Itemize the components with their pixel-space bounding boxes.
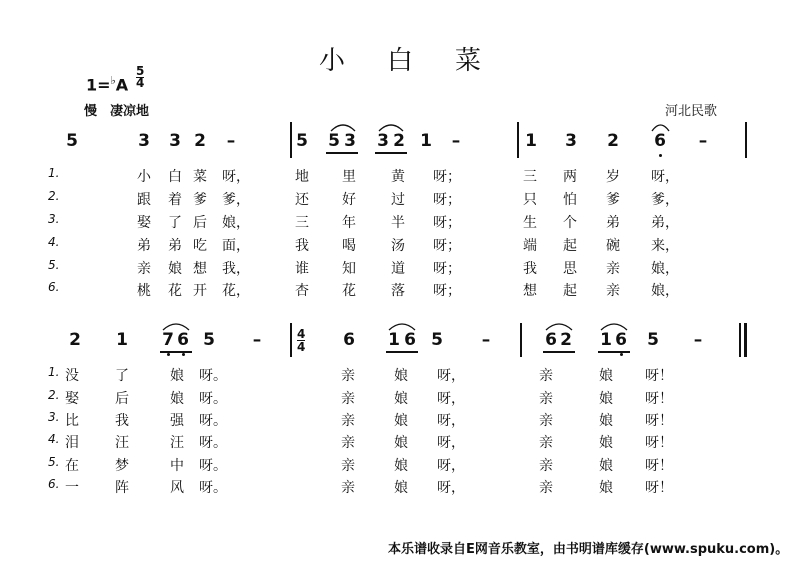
lyric-syllable: 呀！: [645, 368, 673, 384]
lyric-syllable: 起: [563, 283, 577, 299]
verse-number: 6.: [48, 280, 60, 294]
lyric-syllable: 阵: [115, 480, 129, 496]
lyric-syllable: 亲: [341, 368, 355, 384]
lyric-syllable: 爹: [193, 192, 207, 208]
lyric-syllable: 碗: [606, 238, 620, 254]
lyric-syllable: 呀。: [199, 458, 227, 474]
verse-number: 1.: [48, 365, 60, 379]
lyric-syllable: 呀；: [433, 238, 461, 254]
lyric-syllable: 后: [115, 391, 129, 407]
barline: [290, 122, 292, 158]
lyric-syllable: 弟: [606, 215, 620, 231]
lyric-syllable: 小: [137, 169, 151, 185]
note: 3: [169, 131, 181, 151]
verse-number: 1.: [48, 166, 60, 180]
lyric-syllable: 我: [115, 413, 129, 429]
lyric-syllable: 爹，: [222, 192, 250, 208]
barline: [520, 323, 522, 357]
lyric-syllable: 道: [391, 261, 405, 277]
lyric-syllable: 梦: [115, 458, 129, 474]
barline: [744, 323, 747, 357]
note: 3: [344, 131, 356, 151]
note: –: [451, 131, 461, 151]
note: –: [481, 330, 491, 350]
slur: [388, 321, 416, 331]
lyric-syllable: 亲: [539, 413, 553, 429]
slur: [330, 122, 356, 132]
verse-number: 3.: [48, 212, 60, 226]
lyric-syllable: 知: [342, 261, 356, 277]
note: 3: [138, 131, 150, 151]
lyric-syllable: 花，: [222, 283, 250, 299]
lyric-syllable: 呀。: [199, 368, 227, 384]
slur: [162, 321, 190, 331]
lyric-syllable: 怕: [563, 192, 577, 208]
lyric-syllable: 呀！: [645, 435, 673, 451]
lyric-syllable: 亲: [539, 368, 553, 384]
lyric-syllable: 好: [342, 192, 356, 208]
lyric-syllable: 亲: [539, 435, 553, 451]
lyric-syllable: 娶: [137, 215, 151, 231]
lyric-syllable: 呀；: [433, 169, 461, 185]
lyric-syllable: 生: [523, 215, 537, 231]
barline: [517, 122, 519, 158]
note: –: [252, 330, 262, 350]
note: 3: [377, 131, 389, 151]
lyric-syllable: 只: [523, 192, 537, 208]
slur: [600, 321, 628, 331]
lyric-syllable: 呀，: [437, 435, 465, 451]
time-sig-bottom: 4: [297, 340, 306, 354]
lyric-syllable: 娘: [394, 435, 408, 451]
lyric-syllable: 强: [170, 413, 184, 429]
note: 1: [420, 131, 432, 151]
lyric-syllable: 娘: [599, 480, 613, 496]
lyric-syllable: 呀！: [645, 480, 673, 496]
beam: [326, 152, 358, 154]
low-octave-dot: [167, 353, 170, 356]
lyric-syllable: 呀；: [433, 215, 461, 231]
lyric-syllable: 着: [168, 192, 182, 208]
note: 1: [388, 330, 400, 350]
lyric-syllable: 了: [115, 368, 129, 384]
lyric-syllable: 落: [391, 283, 405, 299]
lyric-syllable: 娶: [65, 391, 79, 407]
lyric-syllable: 还: [295, 192, 309, 208]
lyric-syllable: 爹: [606, 192, 620, 208]
lyric-syllable: 亲: [539, 391, 553, 407]
barline: [745, 122, 747, 158]
lyric-syllable: 亲: [341, 391, 355, 407]
lyric-syllable: 白: [168, 169, 182, 185]
beam: [386, 351, 418, 353]
lyric-syllable: 想: [523, 283, 537, 299]
verse-number: 4.: [48, 235, 60, 249]
note: 7: [162, 330, 174, 350]
note: –: [698, 131, 708, 151]
lyric-syllable: 花: [168, 283, 182, 299]
lyric-syllable: 我: [295, 238, 309, 254]
lyric-syllable: 汪: [115, 435, 129, 451]
lyric-syllable: 面，: [222, 238, 250, 254]
lyric-syllable: 呀，: [437, 458, 465, 474]
note: 6: [615, 330, 627, 350]
verse-number: 3.: [48, 410, 60, 424]
note: 6: [177, 330, 189, 350]
lyric-syllable: 两: [563, 169, 577, 185]
lyric-syllable: 呀；: [433, 261, 461, 277]
note: 2: [194, 131, 206, 151]
lyric-syllable: 呀；: [433, 283, 461, 299]
lyric-syllable: 亲: [341, 458, 355, 474]
lyric-syllable: 娘: [394, 458, 408, 474]
note: 1: [600, 330, 612, 350]
lyric-syllable: 呀，: [437, 413, 465, 429]
lyric-syllable: 谁: [295, 261, 309, 277]
lyric-syllable: 年: [342, 215, 356, 231]
lyric-syllable: 思: [563, 261, 577, 277]
note: 2: [69, 330, 81, 350]
verse-number: 2.: [48, 189, 60, 203]
lyric-syllable: 呀。: [199, 413, 227, 429]
lyric-syllable: 呀，: [437, 480, 465, 496]
lyric-syllable: 呀，: [222, 169, 250, 185]
lyric-syllable: 呀，: [437, 391, 465, 407]
lyric-syllable: 呀；: [433, 192, 461, 208]
lyric-syllable: 一: [65, 480, 79, 496]
verse-number: 5.: [48, 455, 60, 469]
slur: [378, 122, 404, 132]
lyric-syllable: 娘，: [651, 261, 679, 277]
note: 2: [393, 131, 405, 151]
lyric-syllable: 亲: [341, 435, 355, 451]
note: 5: [647, 330, 659, 350]
time-signature-change: [297, 328, 305, 353]
lyric-syllable: 呀！: [645, 458, 673, 474]
note: 5: [66, 131, 78, 151]
note: 6: [545, 330, 557, 350]
lyric-syllable: 呀。: [199, 391, 227, 407]
lyric-syllable: 娘: [599, 435, 613, 451]
tempo-marking: 慢 凄凉地: [84, 104, 150, 119]
verse-number: 2.: [48, 388, 60, 402]
lyric-syllable: 没: [65, 368, 79, 384]
lyric-syllable: 娘: [599, 391, 613, 407]
low-octave-dot: [182, 353, 185, 356]
beam: [160, 351, 192, 353]
lyric-syllable: 娘: [170, 391, 184, 407]
lyric-syllable: 呀，: [651, 169, 679, 185]
note: 6: [404, 330, 416, 350]
lyric-syllable: 亲: [606, 283, 620, 299]
lyric-syllable: 开: [193, 283, 207, 299]
note: 1: [116, 330, 128, 350]
time-signature: 5 4: [136, 64, 145, 90]
lyric-syllable: 娘: [394, 413, 408, 429]
lyric-syllable: 在: [65, 458, 79, 474]
lyric-syllable: 风: [170, 480, 184, 496]
beam: [543, 351, 575, 353]
lyric-syllable: 个: [563, 215, 577, 231]
lyric-syllable: 里: [342, 169, 356, 185]
note: 5: [296, 131, 308, 151]
key-signature: 1=♭A: [86, 74, 129, 95]
lyric-syllable: 呀。: [199, 480, 227, 496]
lyric-syllable: 弟: [168, 238, 182, 254]
lyric-syllable: 菜: [193, 169, 207, 185]
low-octave-dot: [659, 154, 662, 157]
lyric-syllable: 娘: [599, 368, 613, 384]
lyric-syllable: 爹，: [651, 192, 679, 208]
note: 5: [431, 330, 443, 350]
lyric-syllable: 我: [523, 261, 537, 277]
lyric-syllable: 娘: [394, 391, 408, 407]
lyric-syllable: 起: [563, 238, 577, 254]
note: 3: [565, 131, 577, 151]
lyric-syllable: 来，: [651, 238, 679, 254]
time-sig-top: 4: [297, 327, 306, 341]
note: –: [226, 131, 236, 151]
lyric-syllable: 地: [295, 169, 309, 185]
lyric-syllable: 呀，: [437, 368, 465, 384]
slur: [651, 122, 670, 132]
lyric-syllable: 亲: [539, 458, 553, 474]
lyric-syllable: 娘: [170, 368, 184, 384]
lyric-syllable: 亲: [137, 261, 151, 277]
note: 2: [560, 330, 572, 350]
lyric-syllable: 呀！: [645, 391, 673, 407]
low-octave-dot: [620, 353, 623, 356]
lyric-syllable: 三: [523, 169, 537, 185]
lyric-syllable: 过: [391, 192, 405, 208]
lyric-syllable: 娘: [599, 413, 613, 429]
note: 6: [343, 330, 355, 350]
lyric-syllable: 杏: [295, 283, 309, 299]
lyric-syllable: 端: [523, 238, 537, 254]
lyric-syllable: 呀。: [199, 435, 227, 451]
lyric-syllable: 我，: [222, 261, 250, 277]
lyric-syllable: 亲: [539, 480, 553, 496]
lyric-syllable: 娘，: [222, 215, 250, 231]
note: –: [693, 330, 703, 350]
lyric-syllable: 岁: [606, 169, 620, 185]
note: 6: [654, 131, 666, 151]
note: 2: [607, 131, 619, 151]
lyric-syllable: 桃: [137, 283, 151, 299]
lyric-syllable: 花: [342, 283, 356, 299]
verse-number: 6.: [48, 477, 60, 491]
lyric-syllable: 汤: [391, 238, 405, 254]
slur: [545, 321, 573, 331]
lyric-syllable: 弟: [137, 238, 151, 254]
lyric-syllable: 亲: [341, 413, 355, 429]
verse-number: 4.: [48, 432, 60, 446]
lyric-syllable: 想: [193, 261, 207, 277]
lyric-syllable: 娘: [599, 458, 613, 474]
barline: [290, 323, 292, 357]
beam: [598, 351, 630, 353]
lyric-syllable: 了: [168, 215, 182, 231]
lyric-syllable: 吃: [193, 238, 207, 254]
lyric-syllable: 喝: [342, 238, 356, 254]
lyric-syllable: 泪: [65, 435, 79, 451]
note: 5: [203, 330, 215, 350]
lyric-syllable: 比: [65, 413, 79, 429]
lyric-syllable: 娘: [168, 261, 182, 277]
lyric-syllable: 娘: [394, 480, 408, 496]
lyric-syllable: 娘，: [651, 283, 679, 299]
note: 5: [328, 131, 340, 151]
lyric-syllable: 汪: [170, 435, 184, 451]
lyric-syllable: 黄: [391, 169, 405, 185]
footer-credit: 本乐谱收录自E网音乐教室，由书明谱库缓存(www.spuku.com)。: [388, 542, 789, 557]
verse-number: 5.: [48, 258, 60, 272]
song-title: 小白菜: [318, 46, 523, 76]
lyric-syllable: 三: [295, 215, 309, 231]
lyric-syllable: 亲: [341, 480, 355, 496]
song-source: 河北民歌: [665, 104, 718, 119]
lyric-syllable: 半: [391, 215, 405, 231]
beam: [375, 152, 407, 154]
lyric-syllable: 中: [170, 458, 184, 474]
lyric-syllable: 亲: [606, 261, 620, 277]
note: 1: [525, 131, 537, 151]
lyric-syllable: 娘: [394, 368, 408, 384]
lyric-syllable: 弟，: [651, 215, 679, 231]
barline: [739, 323, 741, 357]
lyric-syllable: 后: [193, 215, 207, 231]
lyric-syllable: 呀！: [645, 413, 673, 429]
lyric-syllable: 跟: [137, 192, 151, 208]
